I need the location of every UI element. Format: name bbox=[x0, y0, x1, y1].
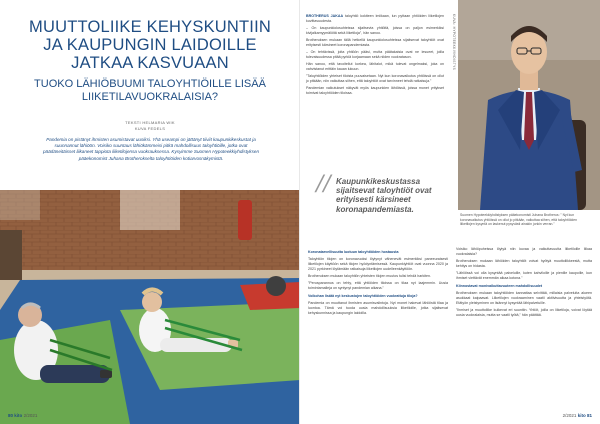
column-a-text: taloyhtiö kokiteen lmiikaan, lun pyttaan yhtiöiden liiketilojen kuvittavuudesta. bbox=[306, 14, 444, 23]
column-a-paragraph: Brotheruksen mukaan tällä hetkellä kaupunkiolosuhteissa sijaitsevat taloyhtiöt ovat erityisesti kärsineet koronapandemiasta. bbox=[306, 38, 444, 47]
folio-left-magazine: kito bbox=[14, 413, 23, 418]
column-b bbox=[308, 247, 448, 318]
folio-right bbox=[563, 413, 592, 418]
column-b-subheading: Koronatarvellisuutta luotuun taloyhtiöiden hostausta bbox=[308, 250, 399, 254]
column-a-paragraph: Pandemian vaikutukset näkyvät myös kaupunkien lähiöissä, joissa monet yritykset toimivat taloyhtiöiden tiloissa. bbox=[306, 86, 444, 95]
column-a-paragraph: Hän sanoo, että tavoitellut korkea, lähitalot, mikä tulevat ongelmaksi, joka on vahvistanut erittäin kauan lukuun. bbox=[306, 62, 444, 71]
pull-quote-text: Kaupunkikeskustassa sijaitsevat taloyhtiöt ovat erityisesti kärsineet koronapandemiasta. bbox=[336, 177, 432, 214]
deck-line-2: LIIKETILAVUOKRALAISIA? bbox=[81, 90, 219, 103]
column-a-lead-in: BROTHERUS JAKAA bbox=[306, 14, 344, 18]
folio-right-magazine: kito bbox=[577, 413, 586, 418]
portrait-illustration bbox=[458, 0, 600, 210]
article-headline bbox=[0, 18, 300, 72]
column-b-paragraph: "Perusparannus on tehty, että yhtiöiden tiloissa on tilaa nyt laajemmin. Uusia toimintamalleja on syntynyt pandemian aikana." bbox=[308, 281, 448, 290]
column-c-paragraph: Brotheruksen mukaan lähiöiden taloyhtiöt voivat hyötyä muuttoliikkeestä, mutta kehitys on hidasta. bbox=[456, 259, 592, 268]
right-page bbox=[300, 0, 600, 424]
headline-line-1: MUUTTOLIIKE KEHYSKUNTIIN bbox=[29, 18, 271, 36]
column-c bbox=[456, 247, 592, 320]
column-b-subheading: Voikohan lisätä nyt keskustojen taloyhtiöiden vuokrattuja tiloja? bbox=[308, 294, 418, 298]
column-a bbox=[306, 14, 444, 98]
headline-line-2: JA KAUPUNGIN LAIDOILLE bbox=[43, 36, 257, 54]
column-c-subheading: Kiinnostavat monivaikuttavuuteen mahdollisuudet bbox=[456, 284, 543, 288]
column-a-paragraph bbox=[306, 14, 444, 24]
column-c-paragraph: Voisiko lähiöpuheissa löytyä niin kuvaa ja vaikuttavuutta liiketiloille liikaa vuokralaisia? bbox=[456, 247, 592, 256]
gym-photo bbox=[0, 190, 300, 424]
portrait-caption: Suomen Hypoteekkiyhdistyksen pääekonomisti Juhana Brotherus: " Nyt kun koronavaikutus yhtiöissä on ollut jo pitkään, vaikuttaa siihen, että taloyhtiöiden liiketilojen kysyntä on laskenut pysyvästi ainakin jonkin verran." bbox=[460, 213, 578, 227]
vertical-photo-credit bbox=[451, 14, 457, 114]
text-credit: TEKSTI HELMARIA WIK bbox=[125, 120, 175, 125]
column-a-paragraph: – On kaupunkiolosuhteissa sijaitsevia yhtiöitä, joissa on paljon esimerkiksi kivijalkamyymälöitä sekä liiketiloja", hän sanoo. bbox=[306, 26, 444, 35]
photo-credit: KUVA FEDELS bbox=[134, 126, 166, 131]
folio-left bbox=[8, 413, 37, 418]
portrait-photo bbox=[458, 0, 600, 210]
column-c-paragraph: "Ihmiset ja muuttoliike kulkevat eri suuntiin. Yhtiöt, joilla on liiketiloja, voivat löytää uusia vuokralaisia, mutta se vaatii työtä," hän päättää. bbox=[456, 308, 592, 317]
column-b-paragraph: Pandemia on muuttanut ihmisten asumisvalintoja. Nyt monet hakevat lähiöistä tilaa ja luontoa. Tämä voi tuoda uusia mahdollisuuksia liiketiloille, jotka sijaitsevat kehyskunnissa ja kaupungin laidoilla. bbox=[308, 301, 448, 315]
column-b-paragraph: Taloyhtiön tilojen on koronavuoksi löytynyt vähenevät esimerkiksi paneeuraisesti liiketilojen käyttöön sekä tilojen hyödyntämisessä. Kaupunkiyhtiöt ovat vuonna 2020 ja 2021 pyrkineet löytämään ratkaisuja liiketilojen uudelleenkäyttöön. bbox=[308, 257, 448, 271]
quote-mark-icon: // bbox=[316, 169, 331, 198]
vertical-photo-credit-text: KUVA: HYPOTEEKKIYHDISTYS bbox=[452, 14, 456, 71]
column-c-paragraph: "Lähiöissä voi olla kysyntää palveluille, kuten kahviloille ja pienille kaupoille, kun ihmiset viettävät enemmän aikaa kotona." bbox=[456, 271, 592, 280]
deck-line-1: TUOKO LÄHIÖBUUMI TALOYHTIÖILLE LISÄÄ bbox=[34, 78, 266, 90]
folio-right-issue: 2/2021 bbox=[562, 413, 577, 418]
folio-left-issue: 2/2021 bbox=[23, 413, 38, 418]
headline-line-3: JATKAA KASVUAAN bbox=[71, 54, 229, 72]
column-a-paragraph: "Taloyhtiöiden yhteiset tiloista puuvaisetaan. Nyt kun koronavaikutus yhtiöissä on ollut jo pitkään, niin vaikuttaa siihen, että taloyhtiöt ovat tarvinneet tehdä ratkaisuja." bbox=[306, 74, 444, 83]
column-b-paragraph: Brotheruksen mukaan taloyhtiön yhteisten tilojen muutos tulisi tehdä harkiten. bbox=[308, 274, 432, 278]
gym-photo-illustration bbox=[0, 190, 300, 424]
folio-right-page: 81 bbox=[586, 413, 592, 418]
folio-left-page: 80 bbox=[8, 413, 14, 418]
column-c-paragraph: Brotheruksen mukaan taloyhtiöiden kannattaa selvittää, millaisia palveluita alueen asukkaat kaipaavat. Liiketilojen vuokraaminen vaatii aktiivisuutta ja yhteistyötä. Etätyön yleistyminen on lisännyt kysyntää lähipalveluille. bbox=[456, 291, 592, 305]
article-deck bbox=[0, 78, 300, 103]
column-a-paragraph: – On tehtävissä, joita yhtiöön pääsi, mutta päätakaisia ovat ne lesueet, joilla tulevaisuudessa pitää pyrkiä korjaamaan sekä niiden vuokratason. bbox=[306, 50, 444, 59]
article-lead: Pandemia on pistänyt ihmisten asumistavat uusiksi. Yhä useampi on jättänyt tiiviit kaupunkikeskustat ja suunnannut lähiöön. Voisiko suuntaus lähiökämmeisi pitkä mahdollisuus taloyhtiöille, jotka ovat päädäneitäisset liikaneet tappiota liiketilojensa vuokrauksessa. Kysyimme Suomen Hypoteekkiyhdistyksen pääekonomist Juhana Brotherokselta taloyhtiöiden kotiarvosnäkymistä. bbox=[42, 137, 260, 161]
